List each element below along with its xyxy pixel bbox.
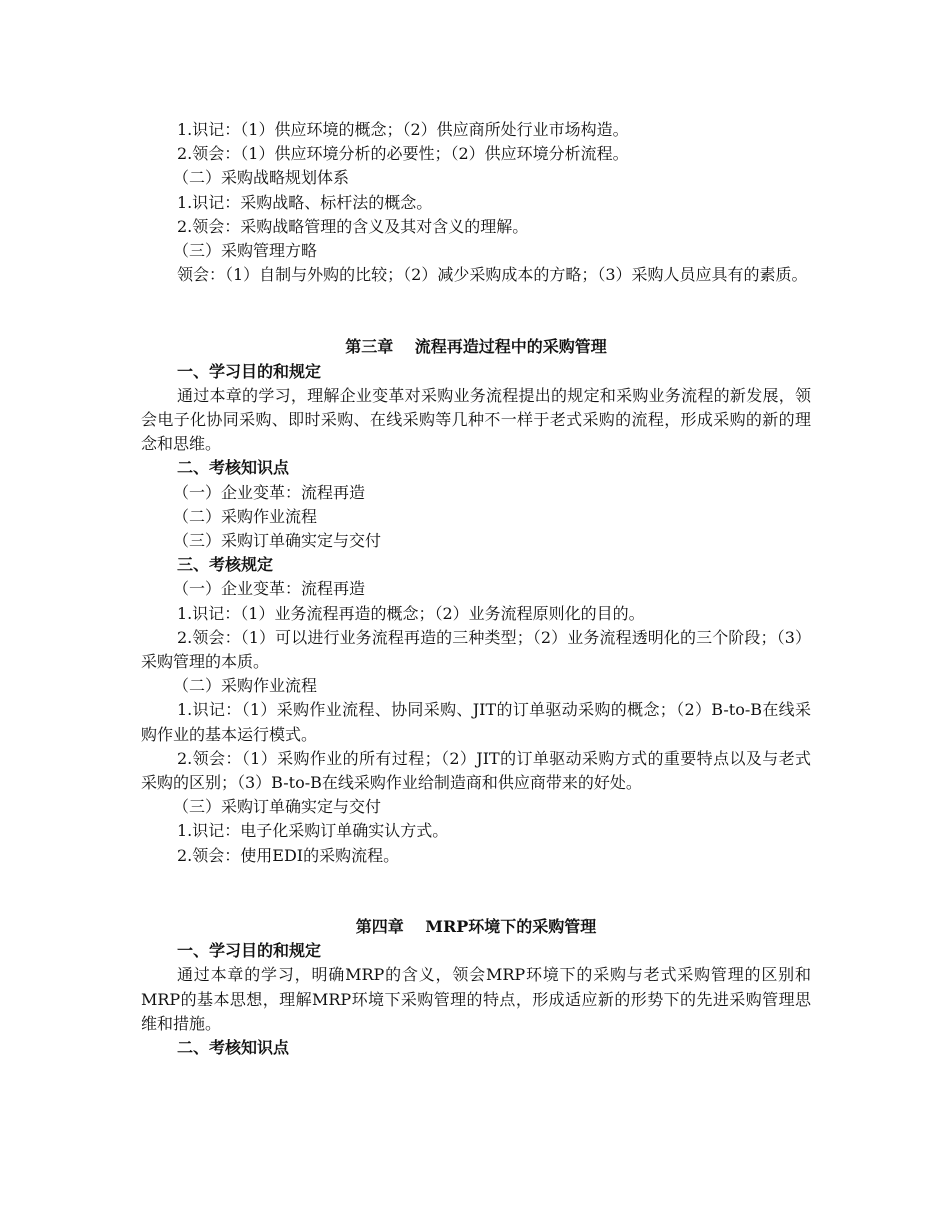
- chapter-title: 第三章 流程再造过程中的采购管理: [345, 337, 607, 357]
- subsection-title: （一）企业变革：流程再造: [173, 482, 366, 502]
- section-heading: 一、学习目的和规定: [177, 361, 322, 381]
- paragraph: 2.领会：采购战略管理的含义及其对含义的理解。: [177, 216, 529, 236]
- paragraph: 2.领会：（1）可以进行业务流程再造的三种类型；（2）业务流程透明化的三个阶段；（3）采购管理的本质。: [141, 627, 811, 672]
- document-page: [141, 118, 811, 1060]
- subsection-title: （二）采购战略规划体系: [173, 168, 350, 188]
- subsection-title: （二）采购作业流程: [173, 676, 318, 696]
- paragraph: 1.识记：电子化采购订单确实认方式。: [177, 821, 449, 841]
- section-heading: 一、学习目的和规定: [177, 941, 322, 961]
- paragraph: 领会：（1）自制与外购的比较；（2）减少采购成本的方略；（3）采购人员应具有的素质。: [177, 265, 808, 285]
- paragraph: 2.领会：使用EDI的采购流程。: [177, 845, 400, 865]
- paragraph: 1.识记：采购战略、标杆法的概念。: [177, 192, 433, 212]
- paragraph: 1.识记：（1）供应环境的概念；（2）供应商所处行业市场构造。: [177, 120, 629, 139]
- spacer: [141, 287, 811, 335]
- paragraph: 2.领会：（1）供应环境分析的必要性；（2）供应环境分析流程。: [177, 144, 629, 164]
- section-heading: 二、考核知识点: [177, 458, 290, 478]
- subsection-title: （三）采购订单确实定与交付: [173, 797, 382, 817]
- subsection-title: （三）采购订单确实定与交付: [173, 531, 382, 551]
- chapter-title: 第四章 MRP环境下的采购管理: [355, 916, 597, 936]
- paragraph: 2.领会：（1）采购作业的所有过程；（2）JIT的订单驱动采购方式的重要特点以及与老式采购的区别；（3）B-to-B在线采购作业给制造商和供应商带来的好处。: [141, 748, 811, 793]
- paragraph: 1.识记：（1）业务流程再造的概念；（2）业务流程原则化的目的。: [177, 603, 645, 623]
- paragraph: 通过本章的学习，明确MRP的含义，领会MRP环境下的采购与老式采购管理的区别和MRP的基本思想，理解MRP环境下采购管理的特点，形成适应新的形势下的先进采购管理思维和措施。: [141, 965, 811, 1033]
- section-heading: 三、考核规定: [177, 555, 274, 575]
- spacer: [141, 868, 811, 915]
- paragraph: 1.识记：（1）采购作业流程、协同采购、JIT的订单驱动采购的概念；（2）B-to-B在线采购作业的基本运行模式。: [141, 700, 811, 744]
- subsection-title: （一）企业变革：流程再造: [173, 579, 366, 599]
- subsection-title: （三）采购管理方略: [173, 241, 318, 261]
- section-heading: 二、考核知识点: [177, 1037, 290, 1057]
- subsection-title: （二）采购作业流程: [173, 506, 318, 526]
- paragraph: 通过本章的学习，理解企业变革对采购业务流程提出的规定和采购业务流程的新发展，领会电子化协同采购、即时采购、在线采购等几种不一样于老式采购的流程，形成采购的新的理念和思维。: [141, 385, 811, 454]
